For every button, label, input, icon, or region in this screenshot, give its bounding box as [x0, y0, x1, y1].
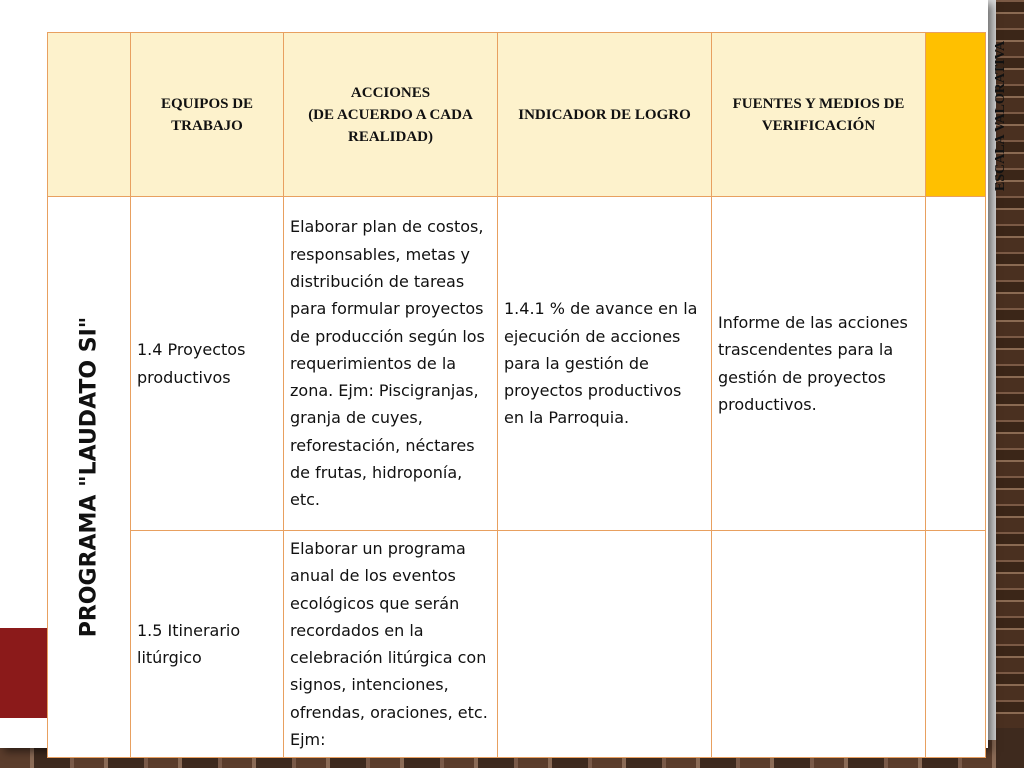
sources-cell: [712, 531, 926, 758]
scale-cell: [926, 531, 986, 758]
header-indicator: INDICADOR DE LOGRO: [498, 33, 712, 197]
sources-cell: Informe de las acciones trascendentes para la gestión de proyectos productivos.: [712, 197, 926, 531]
table-row: [48, 531, 986, 758]
header-teams: EQUIPOS DE TRABAJO: [131, 33, 284, 197]
header-actions-line2: (DE ACUERDO A CADA REALIDAD): [308, 106, 473, 145]
header-sources: FUENTES Y MEDIOS DE VERIFICACIÓN: [712, 33, 926, 197]
header-actions: [284, 33, 498, 197]
program-cell: [48, 197, 131, 758]
action-cell: Elaborar plan de costos, responsables, metas y distribución de tareas para formular proyectos de producción según los requerimientos de la zona. Ejm: Piscigranjas, granja de cuyes, reforestación, néctares de frutas, hidroponía, etc.: [284, 197, 498, 531]
team-cell: 1.5 Itinerario litúrgico: [131, 531, 284, 758]
evaluation-table: [47, 32, 1009, 758]
team-cell: 1.4 Proyectos productivos: [131, 197, 284, 531]
scale-cell: [926, 197, 986, 531]
indicator-cell: [498, 531, 712, 758]
header-row: [48, 33, 986, 197]
header-scale-label: ESCALA VALORATIVA: [993, 40, 1009, 191]
header-program-blank: [48, 33, 131, 197]
background-red-accent: [0, 628, 48, 718]
table-row: [48, 197, 986, 531]
header-scale: [926, 33, 1009, 197]
program-label: PROGRAMA "LAUDATO SI": [76, 316, 102, 638]
header-actions-line1: ACCIONES: [350, 84, 431, 101]
action-cell: Elaborar un programa anual de los eventos ecológicos que serán recordados en la celebración litúrgica con signos, intenciones, ofrendas, oraciones, etc. Ejm:: [284, 531, 498, 758]
indicator-cell: 1.4.1 % de avance en la ejecución de acciones para la gestión de proyectos productivos en la Parroquia.: [498, 197, 712, 531]
